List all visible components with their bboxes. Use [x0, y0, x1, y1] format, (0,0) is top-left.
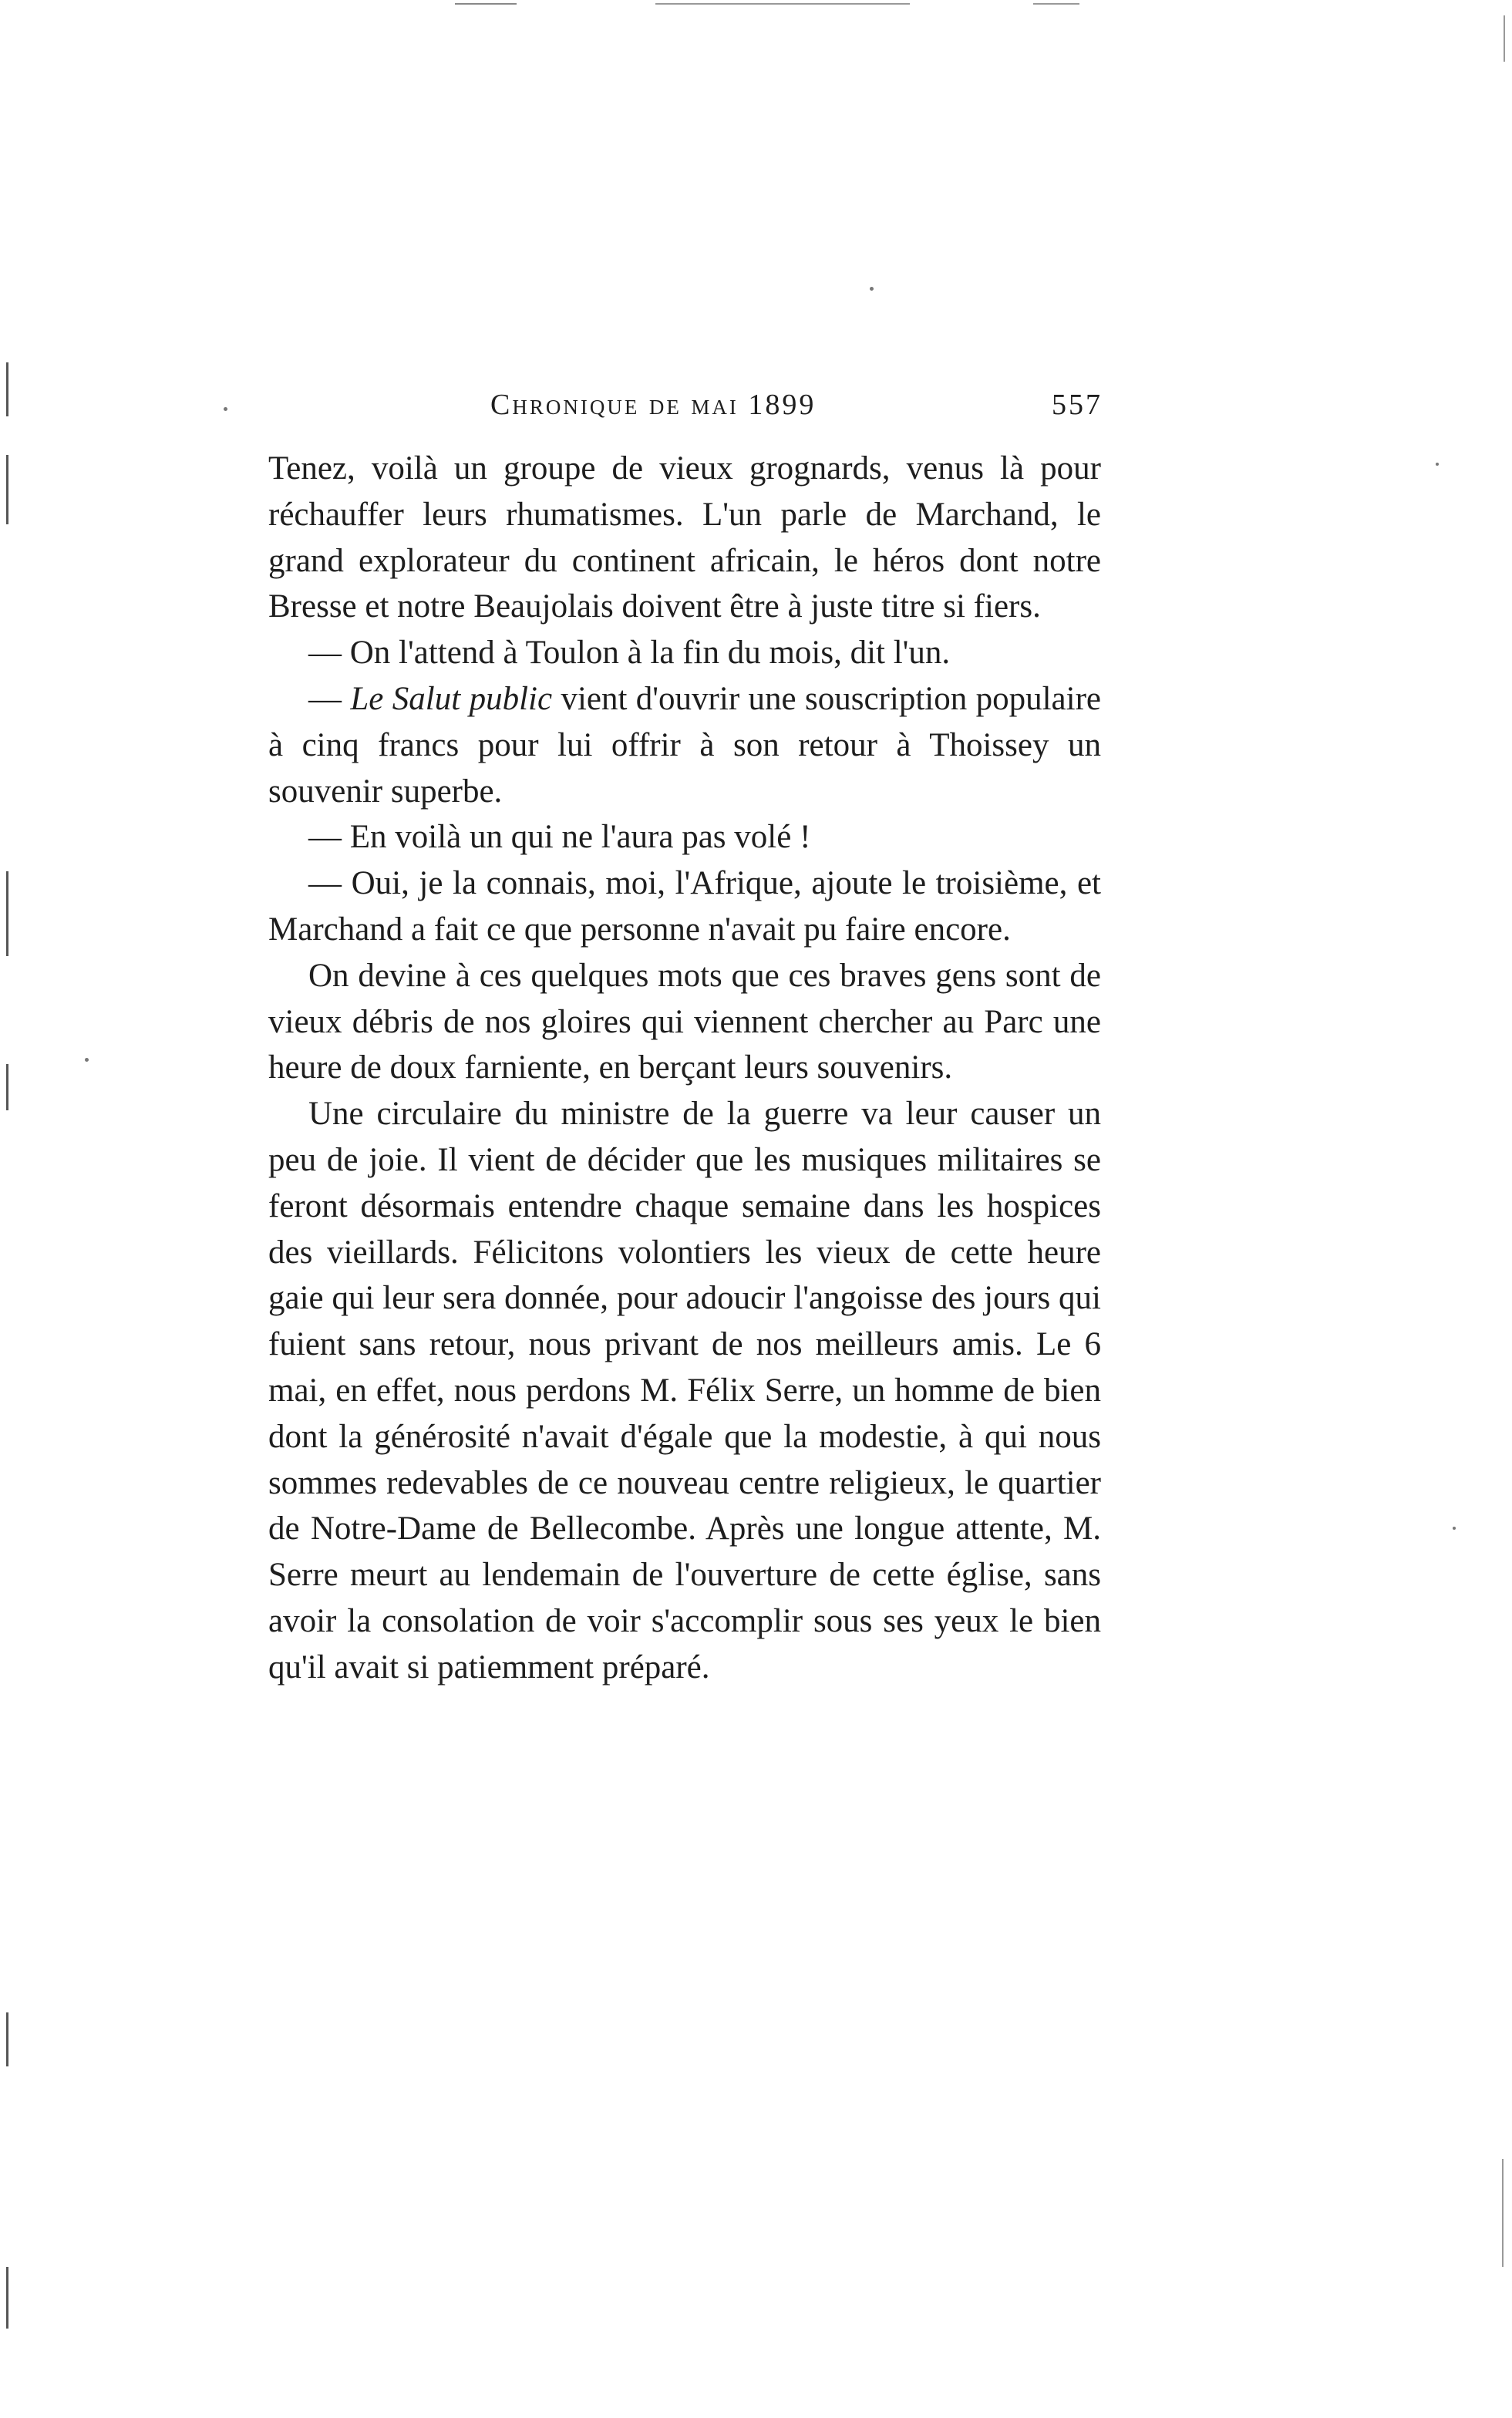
running-header	[262, 388, 1103, 434]
paragraph: Une circulaire du ministre de la guerre va leur causer un peu de joie. Il vient de décider que les musiques militaires se feront désormais entendre chaque semaine dans les hospices des vieillards. Félicitons volontiers les vieux de cette heure gaie qui leur sera donnée, pour adoucir l'angoisse des jours qui fuient sans retour, nous privant de nos meilleurs amis. Le 6 mai, en effet, nous perdons M. Félix Serre, un homme de bien dont la générosité n'avait d'égale que la modestie, à qui nous sommes redevables de ce nouveau centre religieux, le quartier de Notre-Dame de Bellecombe. Après une longue attente, M. Serre meurt au lendemain de l'ouverture de cette église, sans avoir la consolation de voir s'accomplir sous ses yeux le bien qu'il avait si patiemment préparé.	[268, 1096, 1101, 1686]
scan-edge-mark	[6, 455, 8, 524]
dialogue-line: — On l'attend à Toulon à la fin du mois, dit l'un.	[308, 635, 951, 672]
scan-speck	[85, 1058, 89, 1062]
scan-speck	[224, 407, 227, 411]
dialogue-text: vient d'ouvrir une souscription populaire à cinq francs pour lui offrir à son retour à Thoissey un souvenir superbe.	[268, 680, 1101, 810]
scan-edge-mark	[1504, 15, 1505, 62]
dialogue-line: — Oui, je la connais, moi, l'Afrique, ajoute le troisième, et Marchand a fait ce que personne n'avait pu faire encore.	[268, 865, 1101, 948]
scan-edge-mark	[6, 871, 8, 956]
paragraph: Tenez, voilà un groupe de vieux grognards, venus là pour réchauffer leurs rhumatismes. L'un parle de Marchand, le grand explorateur du continent africain, le héros dont notre Bresse et notre Beaujolais doivent être à juste titre si fiers.	[268, 450, 1101, 625]
scan-edge-mark	[1502, 2159, 1504, 2267]
newspaper-title: Le Salut public	[350, 680, 553, 717]
dialogue-dash: —	[308, 680, 351, 717]
scan-edge-mark	[6, 1064, 8, 1110]
scan-speck	[1453, 1527, 1456, 1530]
page-number: 557	[1052, 389, 1103, 421]
scan-edge-mark	[6, 2267, 8, 2329]
scan-speck	[870, 287, 874, 291]
body-text	[268, 446, 1101, 1691]
scan-edge-mark	[6, 362, 8, 416]
running-title: Chronique de mai 1899	[490, 389, 817, 421]
scan-speck	[1436, 463, 1439, 466]
dialogue-line	[268, 676, 1101, 814]
scan-top-line	[455, 3, 517, 5]
scan-top-line	[655, 3, 910, 5]
scan-top-line	[1033, 3, 1079, 5]
paragraph: On devine à ces quelques mots que ces braves gens sont de vieux débris de nos gloires qui viennent chercher au Parc une heure de doux farniente, en berçant leurs souvenirs.	[268, 957, 1101, 1086]
dialogue-line: — En voilà un qui ne l'aura pas volé !	[308, 819, 811, 856]
scan-edge-mark	[6, 2012, 8, 2066]
